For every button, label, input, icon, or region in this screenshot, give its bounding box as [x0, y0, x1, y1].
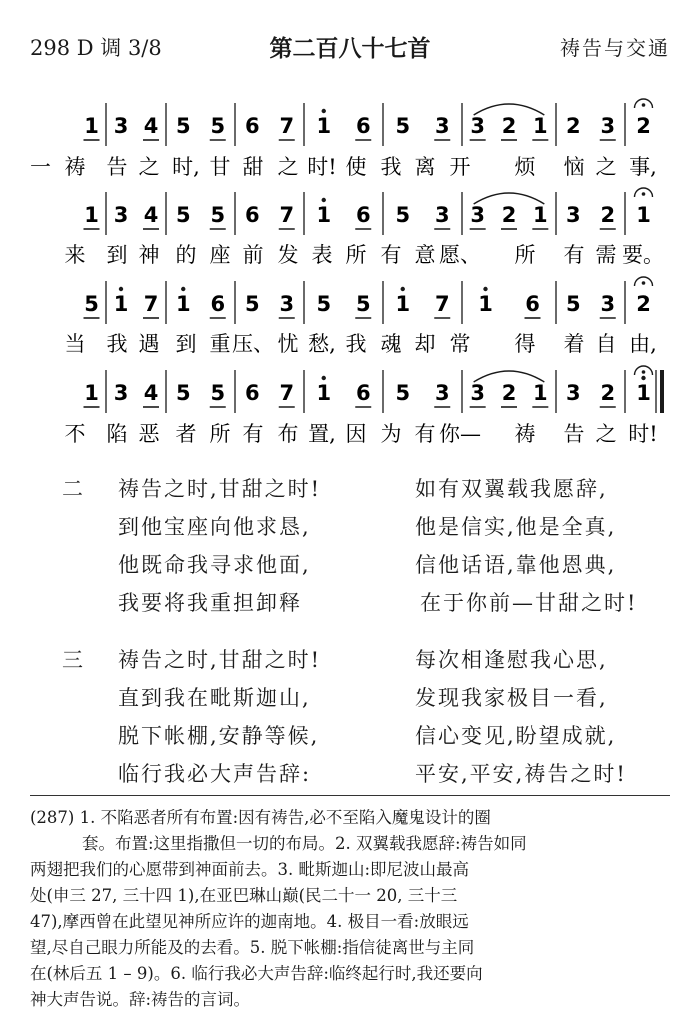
score-system [65, 277, 657, 356]
note: 6 [355, 114, 371, 138]
verse-line: 平安,平安,祷告之时! [415, 762, 627, 786]
verse-line: 他既命我寻求他面, [118, 553, 311, 577]
note: 6 [244, 381, 260, 405]
note: 5 [210, 114, 226, 138]
lyric-syllable: 要。 [622, 243, 664, 267]
verse-line: 发现我家极目一看, [415, 686, 608, 710]
lyric-syllable: 到 [106, 243, 128, 267]
lyric-syllable: 却 [414, 332, 436, 356]
note: 1 [533, 381, 548, 405]
lyric-syllable: 愿、 [439, 243, 481, 267]
score-system [65, 188, 665, 267]
footnote-line: (287) 1. 不陷恶者所有布置:因有祷告,必不至陷入魔鬼设计的圈 [30, 808, 491, 827]
note: 1 [316, 114, 332, 138]
verse-number: 三 [62, 648, 83, 672]
lyric-syllable: 你— [439, 422, 481, 446]
lyric-syllable: 陷 [106, 422, 128, 446]
note: 5 [565, 292, 581, 316]
lyric-syllable: 有 [414, 422, 436, 446]
note: 5 [395, 114, 411, 138]
note: 2 [636, 292, 651, 316]
lyric-syllable: 之 [277, 155, 299, 179]
lyric-syllable: 的 [175, 243, 197, 267]
note: 2 [600, 381, 616, 405]
note: 7 [143, 292, 159, 316]
footnote-line: 两翅把我们的心愿带到神面前去。3. 毗斯迦山:即尼波山最高 [30, 860, 470, 879]
verse-line: 我要将我重担卸释 [118, 591, 302, 615]
lyric-syllable: 压、 [232, 332, 274, 356]
note: 3 [434, 114, 450, 138]
lyric-syllable: 为 [380, 422, 402, 446]
hymn-number-key: 298 D 调 3/8 [30, 36, 162, 60]
lyric-syllable: 之 [138, 155, 160, 179]
note: 3 [113, 381, 129, 405]
note: 2 [565, 114, 581, 138]
note: 1 [395, 292, 411, 316]
note: 3 [470, 114, 485, 138]
lyric-syllable: 意 [414, 243, 436, 267]
lyric-syllable: 恼 [563, 155, 585, 179]
fermata-dot [642, 192, 646, 196]
note: 1 [316, 203, 332, 227]
note: 5 [316, 292, 332, 316]
note: 4 [143, 114, 159, 138]
high-octave-dot [119, 287, 123, 291]
note: 1 [478, 292, 493, 316]
note: 3 [434, 381, 450, 405]
note: 3 [279, 292, 295, 316]
high-octave-dot [322, 198, 326, 202]
note: 5 [210, 381, 226, 405]
lyric-syllable: 所 [345, 243, 367, 267]
high-octave-dot [401, 287, 405, 291]
high-octave-dot [483, 287, 487, 291]
footnotes [30, 805, 680, 1013]
verse-line: 到他宝座向他求恳, [118, 515, 311, 539]
lyric-syllable: 恶 [138, 422, 160, 446]
note: 6 [355, 381, 371, 405]
lyric-syllable: 时! [307, 155, 337, 179]
note: 7 [279, 114, 295, 138]
lyric-syllable: 常 [449, 332, 471, 356]
fermata-dot [642, 281, 646, 285]
lyric-syllable: 因 [345, 422, 367, 446]
note: 7 [434, 292, 450, 316]
note: 1 [636, 203, 651, 227]
footnote-line: 望,尽自己眼力所能及的去看。5. 脱下帐棚:指信徒离世与主同 [30, 938, 475, 957]
note: 4 [143, 381, 159, 405]
verse-line: 如有双翼载我愿辞, [415, 477, 608, 501]
lyric-syllable: 告 [563, 422, 585, 446]
lyric-syllable: 得 [514, 332, 536, 356]
note: 1 [175, 292, 191, 316]
lyric-syllable: 告 [106, 155, 128, 179]
note: 5 [244, 292, 260, 316]
lyric-syllable: 甜 [242, 155, 264, 179]
lyric-syllable: 由, [629, 332, 657, 356]
lyric-syllable: 之 [595, 422, 617, 446]
note: 5 [395, 203, 411, 227]
lyric-syllable: 有 [242, 422, 264, 446]
note: 2 [600, 203, 616, 227]
lyric-syllable: 着 [563, 332, 585, 356]
footnote-line: 套。布置:这里指撒但一切的布局。2. 双翼载我愿辞:祷告如同 [82, 834, 527, 853]
high-octave-dot [322, 109, 326, 113]
note: 5 [175, 114, 191, 138]
footnote-divider [30, 795, 670, 796]
footnote-line: 在(林后五 1 – 9)。6. 临行我必大声告辞:临终起行时,我还要向 [30, 964, 483, 983]
lyric-syllable: 使 [345, 155, 367, 179]
note: 3 [434, 203, 450, 227]
verse-line: 脱下帐棚,安静等候, [118, 724, 320, 748]
lyric-syllable: 来 [64, 243, 86, 267]
note: 1 [113, 292, 129, 316]
lyric-syllable: 到 [175, 332, 197, 356]
music-score [0, 0, 700, 460]
lyric-syllable: 时! [628, 422, 658, 446]
note: 6 [525, 292, 540, 316]
note: 3 [565, 203, 581, 227]
lyric-syllable: 烦 [514, 155, 536, 179]
hymn-title: 第二百八十七首 [269, 36, 431, 62]
note: 1 [533, 203, 548, 227]
lyric-syllable: 重 [209, 332, 231, 356]
lyric-syllable: 我 [345, 332, 367, 356]
verse-line: 信心变见,盼望成就, [415, 724, 617, 748]
lyric-syllable: 遇 [138, 332, 160, 356]
lyric-syllable: 祷 [514, 422, 536, 446]
lyric-syllable: 者 [175, 422, 197, 446]
lyric-syllable: 时, [172, 155, 200, 179]
score-systems [65, 99, 665, 446]
lyric-syllable: 有 [380, 243, 402, 267]
hymn-category: 祷告与交通 [560, 36, 670, 60]
lyric-syllable: 事, [629, 155, 657, 179]
note: 2 [501, 203, 517, 227]
verse-line: 他是信实,他是全真, [415, 515, 617, 539]
lyric-syllable: 布 [277, 422, 299, 446]
note: 7 [279, 381, 295, 405]
verse-line: 每次相逢慰我心思, [415, 648, 608, 672]
verse-line: 直到我在毗斯迦山, [118, 686, 311, 710]
note: 2 [636, 114, 651, 138]
note: 7 [279, 203, 295, 227]
high-octave-dot [181, 287, 185, 291]
footnote-line: 47),摩西曾在此望见神所应许的迦南地。4. 极目一看:放眼远 [30, 912, 469, 931]
verse-line: 临行我必大声告辞: [118, 762, 312, 786]
verse-number: 二 [62, 477, 83, 501]
note: 2 [501, 114, 517, 138]
lyric-syllable: 离 [414, 155, 436, 179]
note: 3 [600, 292, 616, 316]
note: 3 [470, 381, 485, 405]
lyric-syllable: 所 [209, 422, 231, 446]
lyric-syllable: 表 [311, 243, 333, 267]
note: 1 [316, 381, 332, 405]
note: 1 [533, 114, 548, 138]
note: 5 [210, 203, 226, 227]
verse-line: 祷告之时,甘甜之时! [118, 477, 322, 501]
lyric-syllable: 不 [64, 422, 86, 446]
lyric-syllable: 魂 [380, 332, 402, 356]
lyric-syllable: 当 [64, 332, 86, 356]
verse-line: 信他话语,靠他恩典, [415, 553, 617, 577]
lyric-syllable: 开 [449, 155, 471, 179]
note: 5 [84, 292, 99, 316]
note: 2 [501, 381, 517, 405]
note: 1 [84, 203, 99, 227]
score-system [65, 99, 657, 179]
lyric-syllable: 有 [563, 243, 585, 267]
note: 3 [565, 381, 581, 405]
note: 5 [355, 292, 371, 316]
note: 6 [355, 203, 371, 227]
lyric-syllable: 置, [308, 422, 336, 446]
note: 3 [113, 203, 129, 227]
verse-line: 祷告之时,甘甜之时! [118, 648, 322, 672]
fermata-dot [642, 370, 646, 374]
note: 4 [143, 203, 159, 227]
footnote-line: 神大声告说。辞:祷告的言词。 [30, 990, 251, 1009]
lyric-syllable: 我 [380, 155, 402, 179]
lyric-syllable: 祷 [64, 155, 86, 179]
footnote-line: 处(申三 27, 三十四 1),在亚巴琳山巅(民二十一 20, 三十三 [30, 886, 458, 905]
lyric-syllable: 所 [514, 243, 536, 267]
note: 5 [175, 381, 191, 405]
lyric-syllable: 前 [242, 243, 264, 267]
note: 1 [84, 381, 99, 405]
lyric-syllable: 之 [595, 155, 617, 179]
lyric-syllable: 需 [595, 243, 617, 267]
lyric-syllable: 自 [595, 332, 617, 356]
note: 5 [175, 203, 191, 227]
note: 1 [84, 114, 99, 138]
lyric-syllable: 发 [277, 243, 299, 267]
note: 3 [470, 203, 485, 227]
lyric-syllable: 甘 [209, 155, 231, 179]
score-system [65, 366, 663, 446]
lyric-syllable: 我 [106, 332, 128, 356]
note: 6 [210, 292, 226, 316]
note: 1 [636, 381, 651, 405]
verse-mark-one: 一 [30, 155, 51, 179]
lyric-syllable: 座 [209, 243, 231, 267]
note: 6 [244, 114, 260, 138]
lyric-syllable: 忧 [277, 332, 299, 356]
note: 5 [395, 381, 411, 405]
verse-line: 在于你前—甘甜之时! [420, 591, 638, 615]
note: 6 [244, 203, 260, 227]
fermata-dot [642, 103, 646, 107]
high-octave-dot [641, 376, 645, 380]
high-octave-dot [322, 376, 326, 380]
lyric-syllable: 愁, [308, 332, 336, 356]
note: 3 [600, 114, 616, 138]
lyric-syllable: 神 [138, 243, 160, 267]
note: 3 [113, 114, 129, 138]
